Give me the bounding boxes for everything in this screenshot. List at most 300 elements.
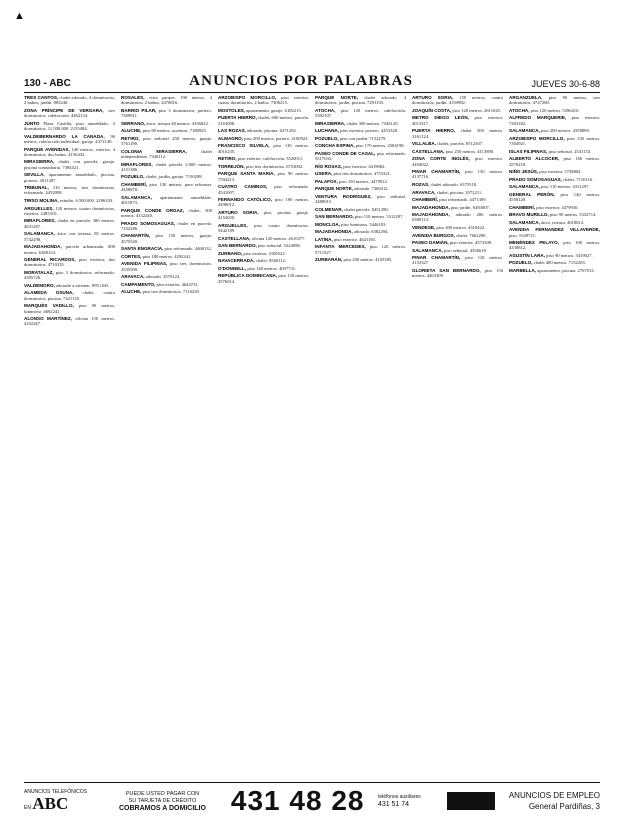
brand-caption: ANUNCIOS TELEFÓNICOS — [24, 789, 87, 795]
page-number: 130 - ABC — [24, 78, 71, 89]
ad-heading: RETIRO, — [218, 156, 237, 162]
classified-columns — [24, 95, 600, 775]
ad-text: parcela urbanizada, 800 metros. 6380124. — [24, 244, 115, 255]
classified-ad — [24, 270, 115, 281]
ad-text: piso exterior. 4641183. — [333, 236, 377, 242]
classified-ad — [121, 149, 212, 160]
classified-ad — [24, 244, 115, 255]
ad-text: piso 80 metros, ascensor. 7180925. — [142, 128, 208, 134]
employment-title: ANUNCIOS DE EMPLEO — [508, 791, 600, 800]
ad-heading: NIÑO JESÚS, — [509, 169, 539, 175]
ad-heading: POZUELO, — [121, 174, 145, 180]
classified-ad — [218, 115, 309, 126]
ad-text: piso 200 metros. 4358800. — [541, 128, 590, 134]
ad-text: piso 90 metros. 5419027. — [546, 252, 593, 258]
ad-text: chalet con parcela, garaje, piscina comunitaria. 7394521. — [24, 159, 115, 170]
ad-text: piso reformado. 4468132. — [164, 246, 212, 252]
ad-heading: LUCHANA, — [315, 128, 339, 134]
classified-ad — [412, 190, 503, 195]
ad-text: piso exterior. 5738804. — [539, 169, 582, 175]
ad-text: piso exterior. 4419082. — [343, 163, 386, 169]
classified-ad — [121, 182, 212, 193]
ad-heading: MENÉNDEZ PELAYO, — [509, 240, 559, 246]
ad-text: piso 150 metros, garaje. 4575520. — [121, 233, 212, 244]
classified-ad — [24, 303, 115, 314]
ad-text: apartamento, piscina. 2767013. — [537, 267, 595, 273]
classified-ad — [24, 95, 115, 106]
ad-heading: GLORIETA SAN BERNARDO, — [412, 267, 481, 273]
ad-heading: ZURBANO, — [218, 250, 243, 256]
classified-ad — [315, 214, 406, 219]
ad-text: piso exterior. 4013317. — [412, 115, 503, 126]
classified-ad — [412, 233, 503, 238]
ad-text: chalet, cuatro dormitorios, piscina. 7421135. — [24, 290, 115, 301]
classified-ad — [121, 95, 212, 106]
ad-heading: SANTA ENGRACIA, — [121, 246, 164, 252]
ad-text: piso 100 metros. 4498012. — [218, 197, 309, 208]
classified-ad — [218, 266, 309, 271]
ad-heading: BARRIO PILAR, — [121, 107, 157, 113]
classified-ad — [121, 289, 212, 294]
classified-ad — [218, 251, 309, 256]
ad-text: piso señorial. 2488015. — [315, 193, 406, 205]
issue-date: JUEVES 30-6-88 — [531, 79, 600, 89]
ad-heading: ATOCHA, — [509, 107, 530, 113]
classified-ad — [121, 208, 212, 219]
ad-text: piso exterior, calefacción. 5520011. — [237, 156, 304, 162]
ad-text: piso 110 metros. 4311297. — [541, 184, 590, 190]
ad-heading: AGUSTÍN LARA, — [509, 252, 545, 258]
ad-text: piso exterior, portero. 4453328. — [340, 128, 399, 134]
ad-text: piso 90 metros. 5332714. — [549, 212, 597, 218]
ad-heading: O'DONNELL, — [218, 265, 247, 271]
ad-text: piso 120 metros, calefacción. 5392107. — [315, 107, 406, 119]
ad-text: adosado. 3570124. — [145, 274, 181, 280]
ad-heading: RETIRO, — [121, 135, 140, 141]
ad-text: piso 130 metros. 7304921. — [509, 135, 600, 147]
ad-heading: AVENIDA BURGOS, — [412, 232, 455, 238]
ad-text: 140 metros, exterior, 4 dormitorios, dos baños. 4156432. — [24, 146, 115, 157]
ad-heading: PARQUE CONDE ORGAZ, — [121, 207, 184, 213]
ad-heading: MIRAFLORES, — [121, 161, 153, 167]
classified-ad — [121, 121, 212, 126]
ad-heading: METRO DIEGO LEÓN, — [412, 115, 469, 121]
ad-text: piso reformado. 5517633. — [315, 150, 406, 162]
ad-heading: CHAMBERÍ, — [509, 204, 536, 210]
ad-heading: ALUCHE, — [121, 289, 142, 295]
classified-ad — [509, 227, 600, 238]
payment-line-3: COBRAMOS A DOMICILIO — [118, 804, 206, 812]
ad-heading: PALAFOX, — [315, 178, 338, 184]
classified-ad — [509, 260, 600, 265]
ad-text: piso tres dormitorios. 4755321. — [333, 171, 392, 177]
ad-heading: PINAR CHAMARTÍN, — [412, 255, 461, 261]
ad-heading: TRIBUNAL, — [24, 185, 49, 191]
ad-text: adosado a estrenar. 8951160. — [55, 282, 109, 288]
ad-text: piso exterior. 7303182. — [509, 115, 600, 126]
ad-heading: ALAMEDA OSUNA, — [24, 290, 74, 296]
ad-text: piso 150 metros. 4479012. — [339, 178, 388, 184]
page-footer — [24, 782, 600, 819]
ad-text: piso jardín. 6383007. — [450, 204, 490, 210]
ad-text: piso 160 metros. 4570218. — [509, 156, 600, 167]
ad-text: piso 120 metros. 2611045. — [452, 107, 502, 113]
classified-ad — [218, 136, 309, 141]
classified-ad — [24, 185, 115, 196]
ad-text: piso 200 metros. 4318422. — [436, 224, 486, 230]
footer-alt-phone — [378, 794, 434, 808]
ad-heading: FRANCISCO SILVELA, — [218, 143, 270, 149]
ad-text: ático, terraza 40 metros. 4356022. — [146, 120, 210, 126]
ad-text: piso señorial. 4356618. — [444, 247, 487, 253]
ad-heading: MOSTOLES, — [218, 107, 245, 113]
ad-heading: ALBERTO ALCOCER, — [509, 156, 560, 162]
classified-ad — [315, 186, 406, 191]
ad-heading: ROZAS, — [412, 181, 430, 187]
classified-ad — [315, 151, 406, 162]
ad-text: piso reformado. 4471309. — [439, 197, 487, 203]
classified-ad — [412, 205, 503, 210]
ad-text: piso señorial 250 metros, garaje. 5761290. — [121, 135, 212, 147]
ad-heading: ZONA CORTE INGLÉS, — [412, 156, 470, 162]
classified-ad — [218, 128, 309, 133]
classified-ad — [218, 95, 309, 106]
ad-text: chalet, jardín, garaje. 7150298. — [145, 174, 203, 180]
classified-ad — [24, 198, 115, 203]
ad-heading: SEVILLA, — [24, 172, 45, 178]
classified-ad — [509, 205, 600, 210]
ad-heading: ZONA PRÍNCIPE DE VERGARA, — [24, 107, 104, 113]
classified-ad — [121, 282, 212, 287]
classified-column — [24, 95, 115, 775]
classified-ad — [509, 240, 600, 251]
classified-ad — [24, 231, 115, 242]
classified-ad — [315, 229, 406, 234]
ad-text: piso 200 metros, portero. 4100922. — [244, 135, 309, 141]
classified-ad — [24, 147, 115, 158]
ad-heading: ARAVACA, — [412, 189, 436, 195]
ad-text: adosado, piscina. 6371294. — [246, 128, 297, 134]
ad-heading: LAS ROZAS, — [218, 128, 246, 134]
ad-text: estudio, 6.500.000. 2296103. — [59, 198, 114, 203]
corner-mark-icon: ▲ — [14, 10, 25, 22]
classified-ad — [412, 108, 503, 113]
classified-ad — [412, 225, 503, 230]
ad-heading: ALUCHE, — [121, 128, 142, 134]
classified-ad — [509, 128, 600, 133]
ad-text: piso 120 metros. 5396410. — [530, 107, 580, 113]
ad-heading: PASEO DAMIÁN, — [412, 240, 449, 246]
ad-heading: ALONSO MARTÍNEZ, — [24, 316, 73, 322]
ad-text: oficina 120 metros. 2610377. — [251, 235, 306, 241]
classified-ad — [412, 95, 503, 106]
ad-text: apartamento, garaje. 6182213. — [246, 107, 302, 113]
classified-ad — [412, 255, 503, 266]
ad-text: chalet, 600 metros, parcela. 3163098. — [218, 115, 309, 126]
ad-heading: CASTELLANA, — [412, 148, 445, 154]
classified-ad — [218, 108, 309, 113]
ad-text: apartamento amueblado. 4011873. — [121, 194, 212, 206]
ad-heading: VALDEMORO, — [24, 282, 55, 288]
ad-heading: VALDEBERNARDO LA CANADA, — [24, 133, 105, 139]
ad-heading: FERNANDO CATÓLICO, — [218, 197, 273, 203]
classified-ad — [24, 134, 115, 145]
classified-ad — [121, 174, 212, 179]
brand-prefix: EN — [24, 805, 31, 811]
ad-heading: SALAMANCA, — [509, 128, 540, 134]
classified-ad — [218, 210, 309, 221]
ad-heading: ZURBARÁN, — [315, 257, 343, 263]
classified-ad — [509, 212, 600, 217]
page-header — [24, 70, 600, 93]
classified-ad — [121, 274, 212, 279]
classified-ad — [509, 220, 600, 225]
ad-heading: ISLAS FILIPINAS, — [509, 148, 548, 154]
ad-text: chalet independiente. 7340112. — [121, 148, 212, 160]
classified-ad — [315, 171, 406, 176]
ad-heading: PARQUE NORTE, — [315, 186, 353, 192]
ad-heading: VENTURA RODRÍGUEZ, — [315, 193, 372, 199]
classified-ad — [315, 237, 406, 242]
ad-text: chalet, 500 metros. 4132240. — [121, 207, 212, 219]
ad-heading: SAN BERNARDO, — [218, 243, 257, 249]
classified-ad — [315, 128, 406, 133]
classified-column — [412, 95, 503, 775]
classified-ad — [509, 169, 600, 174]
classified-ad — [218, 223, 309, 234]
classified-ad — [412, 197, 503, 202]
classified-ad — [412, 248, 503, 253]
ad-text: piso exterior. 4479930. — [536, 204, 579, 210]
ad-heading: CHAMBERÍ, — [121, 181, 148, 187]
classified-ad — [218, 258, 309, 263]
ad-heading: USERA, — [315, 171, 333, 177]
ad-heading: COLONIA MIRASIERRA, — [121, 148, 187, 154]
classified-ad — [24, 206, 115, 217]
classified-ad — [24, 290, 115, 301]
classified-ad — [218, 236, 309, 241]
ad-heading: CHAMBERÍ, — [412, 197, 439, 203]
ad-text: piso exterior. 4573309. — [449, 240, 493, 246]
classified-ad — [24, 121, 115, 132]
ad-text: piso 3 dormitorios, reformado. 4395726. — [24, 269, 115, 281]
classified-ad — [121, 221, 212, 232]
ad-text: ático, terraza. 4018812. — [541, 219, 585, 225]
classified-ad — [412, 149, 503, 154]
ad-heading: PUERTA HIERRO, — [412, 128, 456, 134]
ad-text: adosado 200 metros. 6389114. — [412, 212, 503, 223]
ad-text: piso 130 metros. 4576014. — [218, 273, 309, 284]
classified-ad — [315, 95, 406, 106]
ad-heading: MARQUÉS VADILLO, — [24, 303, 74, 309]
ad-text: piso reformado. 4541007. — [218, 184, 309, 195]
payment-line-2: SU TARJETA DE CRÉDITO — [128, 797, 197, 804]
ad-heading: ARGUELLES, — [218, 222, 248, 228]
classified-ad — [509, 115, 600, 126]
ad-heading: SALAMANCA, — [24, 231, 55, 237]
ad-heading: CONCHA ESPINA, — [315, 143, 355, 149]
ad-text: 150 metros, cuatro dormitorios, jardín. 4150982. — [412, 95, 503, 106]
ad-heading: ROSALES, — [121, 95, 145, 100]
ad-heading: MORATALAZ, — [24, 269, 54, 275]
classified-ad — [315, 257, 406, 262]
ad-heading: SAN BERNARDO, — [315, 214, 354, 220]
ad-text: piso, piscina, garaje. 4154020. — [218, 209, 309, 221]
classified-ad — [121, 233, 212, 244]
ad-heading: ARZOBISPO MORCILLO, — [509, 135, 565, 141]
classified-ad — [218, 197, 309, 208]
ad-heading: SALAMANCA, — [412, 247, 443, 253]
ad-text: Plaza Castilla, piso amueblado, 3 dormitorios, 11.500.000. 2155484. — [24, 120, 115, 132]
classified-ad — [121, 162, 212, 173]
classified-ad — [24, 108, 115, 119]
ad-text: piso 3 dormitorios, portero. 7309811. — [121, 107, 212, 119]
ad-heading: SERRANO, — [121, 120, 146, 126]
classified-ad — [412, 169, 503, 180]
ad-text: chalet. 8560112. — [255, 258, 287, 264]
ad-text: piso. 5349721. — [509, 232, 537, 238]
ad-heading: LATINA, — [315, 236, 333, 242]
ad-heading: ARAVACA, — [121, 274, 145, 280]
classified-column — [218, 95, 309, 775]
ad-heading: TRES CANTOS, — [24, 95, 59, 100]
ad-text: chalet en parcela. 7152286. — [121, 220, 212, 231]
classified-ad — [315, 194, 406, 205]
ad-heading: BRAVO MURILLO, — [509, 212, 549, 218]
classified-ad — [412, 156, 503, 167]
classified-ad — [509, 192, 600, 203]
classified-ad — [509, 184, 600, 189]
ad-text: piso exterior. 4106522. — [243, 250, 286, 256]
classified-ad — [412, 268, 503, 279]
classified-ad — [24, 283, 115, 288]
classified-ad — [315, 164, 406, 169]
ad-text: chalet, parcela. 8512307. — [437, 141, 484, 147]
classified-ad — [218, 156, 309, 161]
ad-text: piso 90 metros, luminoso. 4692241. — [24, 303, 115, 314]
ad-heading: JOAQUÍN COSTA, — [412, 107, 452, 113]
ad-text: piso cuatro dormitorios. 5442189. — [218, 222, 309, 234]
ad-text: piso 100 metros. 4330812. — [509, 240, 600, 251]
ad-heading: SALAMANCA, — [509, 219, 540, 225]
classified-ad — [315, 121, 406, 126]
classified-ad — [509, 95, 600, 106]
ad-heading: PINAR CHAMARTÍN, — [412, 169, 461, 175]
ad-text: piso señorial. 5224098. — [257, 243, 301, 249]
classified-ad — [24, 257, 115, 268]
ad-heading: ARTURO SORIA, — [412, 95, 454, 100]
classified-column — [315, 95, 406, 775]
ad-text: chalet adosado. 6375518. — [430, 181, 478, 187]
ad-text: chalet adosado, 4 dormitorios, 2 baños, jardín. 805240. — [24, 95, 115, 106]
classified-ad — [218, 273, 309, 284]
ad-text: piso exterior. 4494022. — [412, 156, 503, 167]
ad-heading: ALMAGRO, — [218, 135, 244, 141]
ad-text: piso exterior, dos dormitorios. 4710335. — [24, 257, 115, 268]
classified-ad — [509, 108, 600, 113]
ad-heading: INFANTA MERCEDES, — [315, 244, 366, 250]
classified-column — [121, 95, 212, 775]
classified-ad — [24, 218, 115, 229]
classified-ad — [412, 128, 503, 139]
classified-ad — [121, 128, 212, 133]
ad-text: piso 150 metros. 4463309. — [412, 267, 503, 279]
classified-ad — [509, 136, 600, 147]
ad-heading: ARGUELLES, — [24, 205, 54, 211]
classified-ad — [509, 149, 600, 154]
ad-text: piso 140 metros. 4097731. — [247, 265, 297, 271]
ad-text: piso 200 metros. 4103385. — [343, 257, 393, 263]
ad-heading: MIRASIERRA, — [24, 159, 55, 165]
ad-heading: MIRAFLORES, — [24, 218, 56, 224]
footer-phone: 431 48 28 — [230, 785, 365, 816]
ad-text: piso tres dormitorios. 7110239. — [142, 289, 200, 295]
ad-heading: CAMPAMENTO, — [121, 281, 156, 287]
classified-ad — [218, 243, 309, 248]
ad-text: chalet 500 metros. 3161124. — [412, 128, 503, 139]
ad-text: piso tres dormitorios. 6753092. — [245, 163, 304, 169]
ad-heading: VENDESE, — [412, 224, 436, 230]
classified-ad — [121, 195, 212, 206]
brand-logo: ABC — [32, 794, 69, 813]
classified-ad — [315, 143, 406, 148]
classified-ad — [218, 143, 309, 154]
ad-text: 110 metros, tres dormitorios, reformado. 4452098. — [24, 185, 115, 196]
ad-heading: PARQUE NORTE, — [315, 95, 358, 100]
ad-heading: MAJADAHONDA, — [315, 229, 353, 235]
ad-text: piso 180 metros. 4292241. — [142, 253, 192, 259]
classified-ad — [412, 212, 503, 223]
ad-heading: MAJADAHONDA, — [24, 244, 62, 250]
classified-ad — [121, 246, 212, 251]
ad-heading: REPÚBLICA DOMINICANA, — [218, 273, 278, 279]
classified-ad — [121, 136, 212, 147]
ad-heading: JUNTO — [24, 120, 40, 126]
ad-heading: PUERTA HIERRO, — [218, 115, 257, 121]
ad-heading: CUATRO CAMINOS, — [218, 184, 268, 190]
ad-text: piso luminoso. 5446103. — [341, 221, 387, 227]
ad-heading: MAJADAHONDA, — [412, 212, 450, 218]
ad-heading: TORREJÓN, — [218, 163, 245, 169]
ad-heading: ALFREDO MARQUERIE, — [509, 115, 567, 121]
footer-payment — [107, 791, 217, 812]
ad-text: piso señorial. 2541133. — [548, 148, 592, 154]
ad-heading: ATOCHA, — [315, 107, 336, 113]
ad-text: chalet parcela 2.000 metros. 4151386. — [121, 161, 212, 172]
ad-heading: PASEO CONDE DE CASAL, — [315, 150, 376, 156]
ad-heading: NAVACERRADA, — [218, 258, 255, 264]
ad-text: 90 metros, calefacción individual, garaje. 4372140. — [24, 133, 115, 144]
classified-ad — [24, 159, 115, 170]
alt-phone-number: 431 51 74 — [377, 801, 410, 808]
ad-heading: PARQUE AVENIDAS, — [24, 146, 70, 152]
payment-line-1: PUEDE USTED PAGAR CON — [125, 790, 200, 797]
ad-text: piso 110 metros. 4153327. — [412, 255, 503, 266]
ad-heading: SALAMANCA, — [121, 194, 152, 200]
ad-text: 120 metros, cuatro dormitorios, exterior. 2485310. — [24, 205, 115, 216]
ad-heading: POZUELO, — [315, 135, 339, 141]
ad-text: chalet 300 metros. 7346120. — [346, 120, 399, 126]
classified-ad — [218, 184, 309, 195]
classified-ad — [412, 240, 503, 245]
alt-phone-caption: teléfonos auxiliares — [377, 794, 421, 800]
ad-text: adosado. 7306412. — [354, 186, 389, 192]
ad-text: chalet adosado, 4 dormitorios, jardín, piscina. 7291135. — [315, 95, 406, 106]
classified-ad — [315, 108, 406, 119]
classified-ad — [121, 108, 212, 119]
ad-text: piso 110 metros. 4016235. — [218, 143, 309, 154]
ad-text: piso con jardín. 7152279. — [339, 135, 387, 141]
